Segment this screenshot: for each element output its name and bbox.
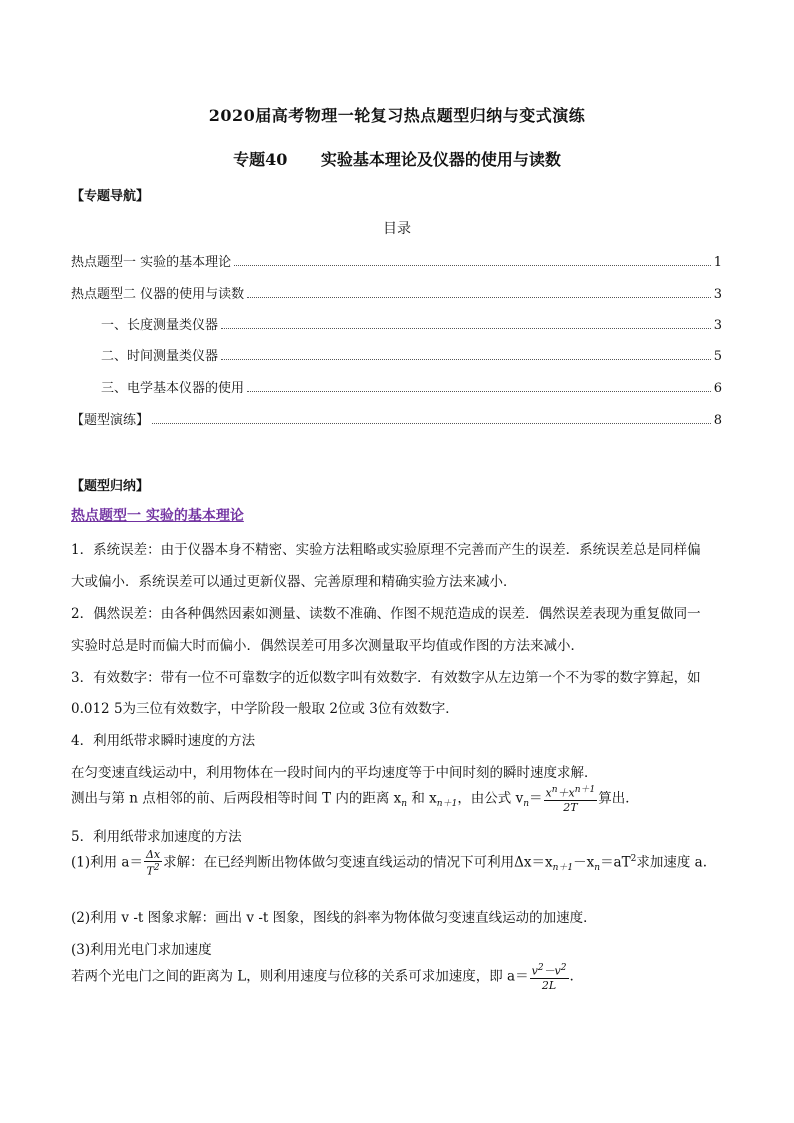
text-run: 和 x (407, 790, 437, 807)
fraction-velocity: $\frac{x^n+x^{n+1}}{2T}$ (545, 785, 596, 814)
toc-item[interactable] (101, 313, 722, 333)
text-run: 算出． (598, 790, 639, 807)
toc-item-label: 热点题型二 仪器的使用与读数 (71, 287, 245, 302)
text-run: 测出与第 n 点相邻的前、后两段相等时间 T 内的距离 x (71, 790, 402, 807)
toc-title: 目录 (383, 221, 411, 237)
paragraph-line: 3．有效数字：带有一位不可靠数字的近似数字叫有效数字．有效数字从左边第一个不为零的数字算起，如 (71, 670, 701, 686)
toc-item-label: 热点题型一 实验的基本理论 (71, 255, 232, 270)
paragraph-line: 0.012 5为三位有效数字，中学阶段一般取 2位或 3位有效数字． (71, 701, 459, 717)
paragraph-line: 4．利用纸带求瞬时速度的方法 (71, 733, 256, 749)
paragraph-line: 1．系统误差：由于仪器本身不精密、实验方法粗略或实验原理不完善而产生的误差．系统误差总是同样偏 (71, 542, 701, 558)
text-run: 若两个光电门之间的距离为 L，则利用速度与位移的关系可求加速度，即 a＝ (71, 968, 529, 985)
paragraph-line: 实验时总是时而偏大时而偏小．偶然误差可用多次测量取平均值或作图的方法来减小． (71, 638, 584, 654)
paragraph-line: (2)利用 v -t 图象求解：画出 v -t 图象，图线的斜率为物体做匀变速直线运动的加速度． (71, 910, 597, 926)
formula-line (71, 962, 731, 992)
toc-item-label: 三、电学基本仪器的使用 (101, 381, 245, 396)
toc-item-page: 6 (713, 381, 722, 396)
formula-line (71, 848, 731, 878)
formula-line: 测出与第 n 点相邻的前、后两段相等时间 T 内的距离 $x_n$ 和 $x_{n+1}$，由公式 $v_n=$ $\frac{x^n+x^{n+1}}{2T}$ 算出． (71, 785, 639, 814)
toc-leader-dots (221, 327, 711, 329)
toc-item-label: 二、时间测量类仪器 (101, 349, 219, 364)
toc-leader-dots (234, 264, 711, 266)
toc-item[interactable] (71, 282, 722, 302)
toc-item[interactable] (101, 344, 722, 364)
toc-item[interactable] (101, 376, 722, 396)
nav-label: 【专题导航】 (71, 189, 150, 204)
subscript: n (401, 799, 408, 810)
text-run: 求解：在已经判断出物体做匀变速直线运动的情况下可利用Δx＝x (163, 854, 553, 871)
toc-leader-dots (221, 358, 711, 360)
text-run: ＝aT (600, 854, 631, 871)
subscript: n＋1 (552, 863, 574, 874)
toc-item-page: 3 (713, 287, 722, 302)
text-run: . (569, 968, 574, 985)
toc-item-label: 一、长度测量类仪器 (101, 318, 219, 333)
fraction-acceleration: $\frac{\Delta x}{T^2}$ (145, 848, 161, 878)
text-run: (1)利用 a＝ (71, 854, 143, 871)
toc-item[interactable] (71, 250, 722, 270)
text-run: －x (573, 854, 595, 871)
toc-item-page: 1 (713, 255, 722, 270)
toc-item-label: 【题型演练】 (71, 413, 150, 428)
fraction-acceleration-gate: $\frac{v^2-v^2}{2L}$ (531, 963, 567, 992)
toc-leader-dots (152, 422, 711, 424)
superscript: 2 (630, 853, 637, 864)
subscript: n (594, 863, 601, 874)
text-run: ，由公式 v (457, 790, 524, 807)
paragraph-line: 在匀变速直线运动中，利用物体在一段时间内的平均速度等于中间时刻的瞬时速度求解． (71, 765, 598, 781)
subsection-title[interactable]: 热点题型一 实验的基本理论 (71, 508, 244, 524)
toc-item-page: 3 (713, 318, 722, 333)
subscript: n (523, 799, 530, 810)
toc-leader-dots (247, 390, 711, 392)
paragraph-line: 大或偏小．系统误差可以通过更新仪器、完善原理和精确实验方法来减小． (71, 574, 517, 590)
toc-item[interactable] (71, 408, 722, 428)
paragraph-line: 5．利用纸带求加速度的方法 (71, 829, 242, 845)
toc-leader-dots (247, 296, 711, 298)
section-label: 【题型归纳】 (71, 479, 150, 494)
document-subtitle: 专题40 实验基本理论及仪器的使用与读数 (233, 150, 561, 169)
toc-item-page: 5 (713, 349, 722, 364)
document-title: 2020届高考物理一轮复习热点题型归纳与变式演练 (208, 106, 586, 125)
text-run: 求加速度 a. (636, 854, 707, 871)
paragraph-line: 2．偶然误差：由各种偶然因素如测量、读数不准确、作图不规范造成的误差．偶然误差表现为重复做同一 (71, 606, 701, 622)
paragraph-line: (3)利用光电门求加速度 (71, 942, 212, 958)
toc-item-page: 8 (713, 413, 722, 428)
subscript: n＋1 (436, 799, 458, 810)
